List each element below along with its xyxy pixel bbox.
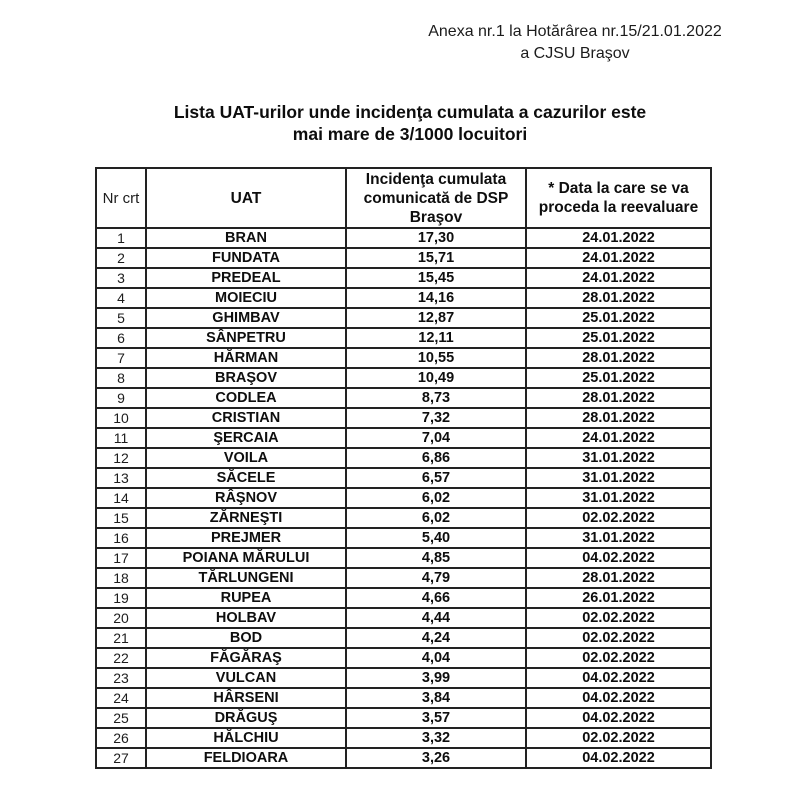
row-number-cell: 18 xyxy=(96,568,146,588)
uat-name-cell: SÂNPETRU xyxy=(146,328,346,348)
table-row xyxy=(96,508,711,528)
table-row xyxy=(96,348,711,368)
reevaluation-date-cell: 02.02.2022 xyxy=(526,728,711,748)
row-number-cell: 19 xyxy=(96,588,146,608)
incidence-value-cell: 3,57 xyxy=(346,708,526,728)
row-number-cell: 2 xyxy=(96,248,146,268)
row-number-cell: 21 xyxy=(96,628,146,648)
incidence-value-cell: 7,04 xyxy=(346,428,526,448)
uat-name-cell: SĂCELE xyxy=(146,468,346,488)
incidence-value-cell: 6,86 xyxy=(346,448,526,468)
document-title-line-2: mai mare de 3/1000 locuitori xyxy=(292,124,528,144)
uat-name-cell: HĂRMAN xyxy=(146,348,346,368)
table-row xyxy=(96,668,711,688)
incidence-value-cell: 10,55 xyxy=(346,348,526,368)
uat-name-cell: MOIECIU xyxy=(146,288,346,308)
incidence-value-cell: 6,57 xyxy=(346,468,526,488)
incidence-value-cell: 3,32 xyxy=(346,728,526,748)
table-row xyxy=(96,368,711,388)
uat-name-cell: TĂRLUNGENI xyxy=(146,568,346,588)
uat-name-cell: PREJMER xyxy=(146,528,346,548)
uat-name-cell: RUPEA xyxy=(146,588,346,608)
reevaluation-date-cell: 24.01.2022 xyxy=(526,268,711,288)
table-row xyxy=(96,288,711,308)
row-number-cell: 22 xyxy=(96,648,146,668)
col-header-date: * Data la care se va proceda la reevaluare xyxy=(526,168,711,228)
incidence-value-cell: 17,30 xyxy=(346,228,526,248)
uat-name-cell: FELDIOARA xyxy=(146,748,346,768)
reevaluation-date-cell: 24.01.2022 xyxy=(526,228,711,248)
row-number-cell: 13 xyxy=(96,468,146,488)
row-number-cell: 26 xyxy=(96,728,146,748)
reevaluation-date-cell: 26.01.2022 xyxy=(526,588,711,608)
uat-name-cell: ŞERCAIA xyxy=(146,428,346,448)
table-row xyxy=(96,228,711,248)
reevaluation-date-cell: 24.01.2022 xyxy=(526,428,711,448)
uat-name-cell: VULCAN xyxy=(146,668,346,688)
table-row xyxy=(96,608,711,628)
reevaluation-date-cell: 28.01.2022 xyxy=(526,568,711,588)
row-number-cell: 17 xyxy=(96,548,146,568)
reevaluation-date-cell: 25.01.2022 xyxy=(526,308,711,328)
row-number-cell: 14 xyxy=(96,488,146,508)
reevaluation-date-cell: 04.02.2022 xyxy=(526,748,711,768)
uat-name-cell: CODLEA xyxy=(146,388,346,408)
reevaluation-date-cell: 02.02.2022 xyxy=(526,628,711,648)
uat-name-cell: HOLBAV xyxy=(146,608,346,628)
uat-name-cell: DRĂGUŞ xyxy=(146,708,346,728)
uat-name-cell: HĂLCHIU xyxy=(146,728,346,748)
incidence-value-cell: 6,02 xyxy=(346,508,526,528)
row-number-cell: 9 xyxy=(96,388,146,408)
uat-name-cell: HÂRSENI xyxy=(146,688,346,708)
reevaluation-date-cell: 04.02.2022 xyxy=(526,548,711,568)
table-row xyxy=(96,328,711,348)
incidence-value-cell: 4,85 xyxy=(346,548,526,568)
table-row xyxy=(96,688,711,708)
row-number-cell: 12 xyxy=(96,448,146,468)
col-header-incidence: Incidenţa cumulata comunicată de DSP Braşov xyxy=(346,168,526,228)
annex-line-2: a CJSU Braşov xyxy=(520,45,630,62)
uat-name-cell: POIANA MĂRULUI xyxy=(146,548,346,568)
reevaluation-date-cell: 25.01.2022 xyxy=(526,368,711,388)
table-row xyxy=(96,248,711,268)
table-row xyxy=(96,468,711,488)
uat-name-cell: FUNDATA xyxy=(146,248,346,268)
reevaluation-date-cell: 28.01.2022 xyxy=(526,288,711,308)
table-row xyxy=(96,568,711,588)
table-row xyxy=(96,548,711,568)
uat-name-cell: BRAN xyxy=(146,228,346,248)
table-row xyxy=(96,448,711,468)
uat-name-cell: ZĂRNEŞTI xyxy=(146,508,346,528)
table-row xyxy=(96,268,711,288)
table-row xyxy=(96,528,711,548)
table-row xyxy=(96,648,711,668)
row-number-cell: 27 xyxy=(96,748,146,768)
table-row xyxy=(96,628,711,648)
table-row xyxy=(96,708,711,728)
reevaluation-date-cell: 28.01.2022 xyxy=(526,348,711,368)
row-number-cell: 15 xyxy=(96,508,146,528)
document-title-line-1: Lista UAT-urilor unde incidenţa cumulata a cazurilor este xyxy=(173,102,647,122)
incidence-value-cell: 3,84 xyxy=(346,688,526,708)
reevaluation-date-cell: 31.01.2022 xyxy=(526,448,711,468)
incidence-value-cell: 3,26 xyxy=(346,748,526,768)
table-row xyxy=(96,388,711,408)
incidence-value-cell: 4,66 xyxy=(346,588,526,608)
reevaluation-date-cell: 02.02.2022 xyxy=(526,508,711,528)
incidence-value-cell: 3,99 xyxy=(346,668,526,688)
reevaluation-date-cell: 25.01.2022 xyxy=(526,328,711,348)
row-number-cell: 6 xyxy=(96,328,146,348)
reevaluation-date-cell: 31.01.2022 xyxy=(526,528,711,548)
incidence-value-cell: 15,45 xyxy=(346,268,526,288)
uat-name-cell: BOD xyxy=(146,628,346,648)
reevaluation-date-cell: 04.02.2022 xyxy=(526,668,711,688)
document-title xyxy=(60,101,760,145)
reevaluation-date-cell: 04.02.2022 xyxy=(526,688,711,708)
uat-name-cell: RÂŞNOV xyxy=(146,488,346,508)
uat-name-cell: PREDEAL xyxy=(146,268,346,288)
incidence-value-cell: 4,24 xyxy=(346,628,526,648)
incidence-value-cell: 4,04 xyxy=(346,648,526,668)
incidence-value-cell: 7,32 xyxy=(346,408,526,428)
row-number-cell: 7 xyxy=(96,348,146,368)
row-number-cell: 25 xyxy=(96,708,146,728)
table-row xyxy=(96,748,711,768)
incidence-value-cell: 5,40 xyxy=(346,528,526,548)
table-header-row xyxy=(96,168,711,228)
reevaluation-date-cell: 31.01.2022 xyxy=(526,488,711,508)
incidence-value-cell: 4,44 xyxy=(346,608,526,628)
incidence-value-cell: 12,11 xyxy=(346,328,526,348)
uat-name-cell: CRISTIAN xyxy=(146,408,346,428)
row-number-cell: 4 xyxy=(96,288,146,308)
row-number-cell: 10 xyxy=(96,408,146,428)
incidence-value-cell: 4,79 xyxy=(346,568,526,588)
row-number-cell: 3 xyxy=(96,268,146,288)
col-header-nr-crt: Nr crt xyxy=(96,168,146,228)
row-number-cell: 23 xyxy=(96,668,146,688)
annex-header xyxy=(350,21,800,65)
incidence-value-cell: 14,16 xyxy=(346,288,526,308)
table-row xyxy=(96,428,711,448)
uat-table-body xyxy=(96,228,711,768)
reevaluation-date-cell: 31.01.2022 xyxy=(526,468,711,488)
table-row xyxy=(96,408,711,428)
incidence-value-cell: 15,71 xyxy=(346,248,526,268)
incidence-value-cell: 6,02 xyxy=(346,488,526,508)
uat-incidence-table xyxy=(95,167,712,769)
uat-name-cell: GHIMBAV xyxy=(146,308,346,328)
table-row xyxy=(96,588,711,608)
col-header-uat: UAT xyxy=(146,168,346,228)
uat-name-cell: BRAŞOV xyxy=(146,368,346,388)
row-number-cell: 16 xyxy=(96,528,146,548)
reevaluation-date-cell: 28.01.2022 xyxy=(526,388,711,408)
annex-line-1: Anexa nr.1 la Hotărârea nr.15/21.01.2022 xyxy=(428,23,722,40)
incidence-value-cell: 12,87 xyxy=(346,308,526,328)
table-row xyxy=(96,488,711,508)
incidence-value-cell: 10,49 xyxy=(346,368,526,388)
row-number-cell: 24 xyxy=(96,688,146,708)
row-number-cell: 8 xyxy=(96,368,146,388)
table-row xyxy=(96,728,711,748)
row-number-cell: 11 xyxy=(96,428,146,448)
table-row xyxy=(96,308,711,328)
uat-name-cell: VOILA xyxy=(146,448,346,468)
row-number-cell: 1 xyxy=(96,228,146,248)
reevaluation-date-cell: 02.02.2022 xyxy=(526,608,711,628)
reevaluation-date-cell: 24.01.2022 xyxy=(526,248,711,268)
uat-name-cell: FĂGĂRAŞ xyxy=(146,648,346,668)
reevaluation-date-cell: 28.01.2022 xyxy=(526,408,711,428)
reevaluation-date-cell: 02.02.2022 xyxy=(526,648,711,668)
row-number-cell: 20 xyxy=(96,608,146,628)
row-number-cell: 5 xyxy=(96,308,146,328)
incidence-value-cell: 8,73 xyxy=(346,388,526,408)
reevaluation-date-cell: 04.02.2022 xyxy=(526,708,711,728)
